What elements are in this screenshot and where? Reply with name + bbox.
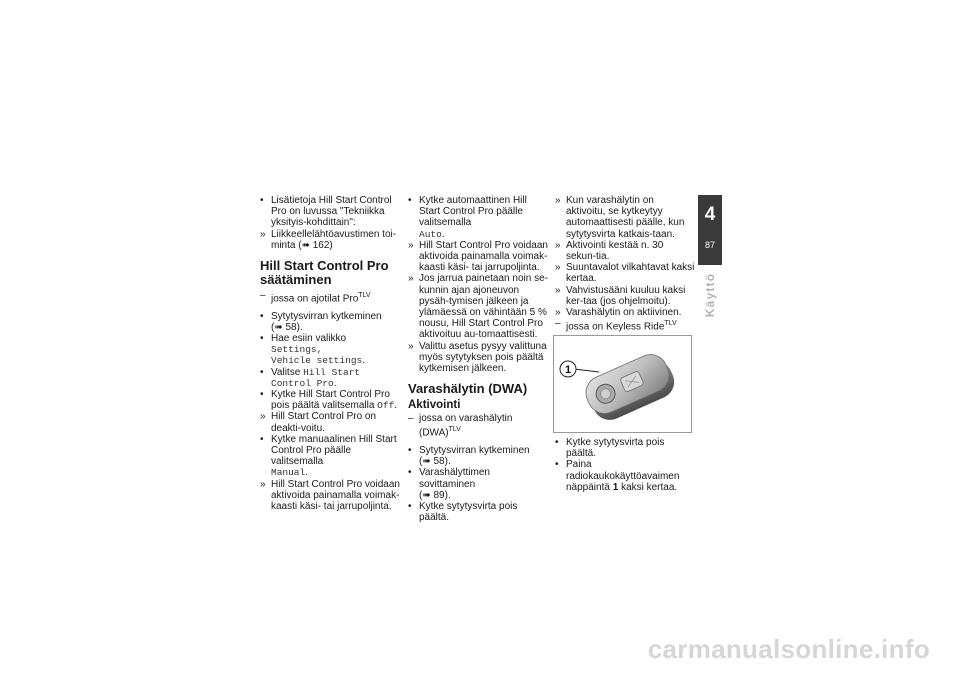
bullet-item: • Lisätietoja Hill Start Control Pro on luvussa "Tekniikka yksityis-kohdittain": (260, 195, 392, 229)
result-item: » Hill Start Control Pro on deakti-voitu. (260, 411, 377, 434)
chapter-tab (698, 195, 722, 265)
result-item: » Liikkeellelähtöavustimen toi-minta (➠ 162) (260, 228, 397, 251)
menu-name: Vehicle settings (271, 355, 363, 367)
key-reference: 1 (612, 481, 619, 493)
menu-name: Settings, (271, 344, 323, 356)
page-reference[interactable]: ➠ 162) (301, 239, 333, 251)
page-reference[interactable]: (➠ 58). (271, 321, 303, 333)
result-item: » Kun varashälytin on aktivoitu, se kytkeytyy automaattisesti päälle, kun sytytysvirta katkais-taan. (555, 195, 685, 240)
result-item: » Hill Start Control Pro voidaan aktivoida painamalla voimak-kaasti käsi- tai jarrupoljinta. (408, 239, 548, 274)
column-3-lower (555, 437, 695, 493)
condition-line: – jossa on ajotilat Pro$^{TLV}$ (260, 290, 371, 305)
result-item: » Suuntavalot vilkahtavat kaksi kertaa. (555, 262, 695, 285)
menu-name: Off (377, 400, 395, 412)
callout-line (574, 369, 599, 372)
menu-name: Manual (271, 467, 306, 479)
condition-line: – jossa on varashälytin (DWA)$^{TLV}$ (408, 413, 513, 439)
bullet-item: • Kytke automaattinen Hill Start Control Pro päälle valitsemalla Auto. (408, 195, 527, 240)
menu-name: Hill Start Control Pro (271, 366, 361, 389)
column-1 (260, 195, 400, 512)
bullet-item: • Varashälyttimen sovittaminen (➠ 89). (408, 467, 490, 501)
result-item: » Aktivointi kestää n. 30 sekun-tia. (555, 239, 664, 263)
bullet-item: • Paina radiokaukokäyttöavaimen näppäintä 1 kaksi kertaa. (555, 459, 680, 493)
section-heading: Varashälytin (DWA) (408, 381, 528, 397)
condition-line: – jossa on Keyless Ride$^{TLV}$ (555, 318, 677, 333)
column-2 (408, 195, 548, 523)
chapter-title: Käyttö (703, 272, 717, 318)
result-item: » Jos jarrua painetaan noin se-kunnin ajan ajoneuvon pysäh-tymisen jälkeen ja ylämäessä on vähintään 5 % nousu, Hill Start Control Pro aktivoituu au-tomaattisesti. (408, 273, 548, 341)
chapter-number: 4 (704, 204, 716, 225)
page-reference[interactable]: (➠ 89). (419, 489, 451, 501)
result-item: » Varashälytin on aktiivinen. (555, 307, 682, 319)
bullet-item: • Kytke Hill Start Control Pro pois päältä valitsemalla Off. (260, 388, 398, 412)
subsection-heading: Aktivointi (408, 399, 461, 412)
callout-label: 1 (564, 364, 572, 376)
watermark: carmanualsonline.info (647, 634, 930, 664)
key-fob-image (554, 336, 691, 432)
menu-name: Auto (419, 228, 442, 240)
bullet-item: • Kytke sytytysvirta pois päältä. (408, 501, 518, 524)
column-3 (555, 195, 695, 339)
bullet-item: • Hae esiin valikko Settings, Vehicle settings. (260, 332, 365, 367)
key-fob-figure (553, 335, 692, 433)
result-item: » Valittu asetus pysyy valittuna myös sytytyksen pois päältä kytkemisen jälkeen. (408, 340, 547, 375)
bullet-item: • Kytke manuaalinen Hill Start Control Pro päälle valitsemalla Manual. (260, 433, 397, 479)
section-heading: Hill Start Control Pro säätäminen (260, 258, 389, 288)
bullet-item: • Valitse Hill Start Control Pro. (260, 366, 361, 389)
bullet-item: • Kytke sytytysvirta pois päältä. (555, 437, 665, 460)
page-number: 87 (704, 240, 715, 250)
bullet-item: • Sytytysvirran kytkeminen (➠ 58). (260, 310, 382, 333)
page-reference[interactable]: (➠ 58). (419, 456, 451, 468)
bullet-item: • Sytytysvirran kytkeminen (➠ 58). (408, 444, 530, 468)
result-item: » Hill Start Control Pro voidaan aktivoida painamalla voimak-kaasti käsi- tai jarrupoljinta. (260, 478, 400, 512)
result-item: » Vahvistusääni kuuluu kaksi ker-taa (jos ohjelmoitu). (555, 284, 686, 307)
